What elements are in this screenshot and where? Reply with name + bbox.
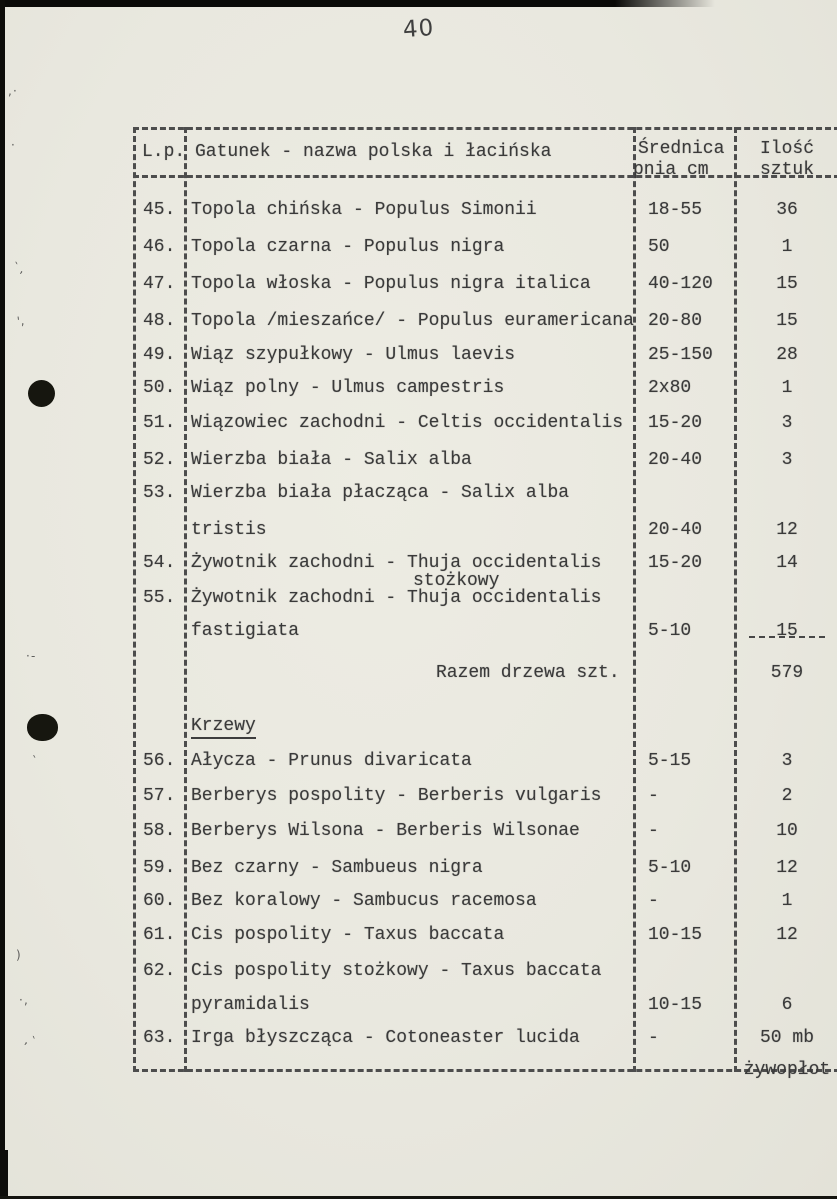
- quantity-value: 28: [776, 345, 798, 365]
- row-number: 55.: [143, 588, 176, 608]
- diameter-value: 15-20: [648, 553, 703, 573]
- diameter-value: 2x80: [648, 378, 692, 398]
- quantity-value: 12: [776, 925, 798, 945]
- quantity-value: 1: [781, 378, 793, 398]
- header-qty-line1: Ilość: [759, 139, 814, 159]
- ink-speck: · ,: [19, 993, 28, 1007]
- diameter-value: 10-15: [648, 925, 703, 945]
- species-name: Irga błyszcząca - Cotoneaster lucida: [191, 1028, 580, 1048]
- row-number: 58.: [143, 821, 176, 841]
- column-divider: [633, 127, 636, 1072]
- diameter-value: 5-15: [648, 751, 692, 771]
- species-name: Wiąz polny - Ulmus campestris: [191, 378, 505, 398]
- quantity-value: 3: [781, 413, 793, 433]
- quantity-value: 15: [776, 274, 798, 294]
- scan-edge-left: [0, 0, 5, 1199]
- diameter-value: 15-20: [648, 413, 703, 433]
- row-number: 59.: [143, 858, 176, 878]
- quantity-value: 1: [781, 237, 793, 257]
- header-separator: [133, 175, 837, 178]
- ink-speck: · -: [26, 649, 36, 663]
- inventory-table: [133, 127, 837, 1080]
- row-number: 62.: [143, 961, 176, 981]
- page-number: 40: [402, 14, 436, 44]
- species-name: Cis pospolity - Taxus baccata: [191, 925, 505, 945]
- scan-edge-left-bottom: [0, 1150, 8, 1199]
- species-name: Wierzba biała - Salix alba: [191, 450, 472, 470]
- ink-speck: ',: [16, 313, 26, 329]
- species-name-line2: pyramidalis: [191, 995, 310, 1015]
- row-number: 45.: [143, 200, 176, 220]
- species-name: Bez czarny - Sambueus nigra: [191, 858, 483, 878]
- row-number: 57.: [143, 786, 176, 806]
- ink-speck: ` ,: [11, 260, 26, 276]
- quantity-value: 3: [781, 751, 793, 771]
- quantity-underline: [749, 636, 825, 638]
- row-number: 51.: [143, 413, 176, 433]
- diameter-value: -: [648, 1028, 659, 1048]
- species-name: Bez koralowy - Sambucus racemosa: [191, 891, 537, 911]
- ink-speck: ·: [11, 138, 15, 152]
- species-name: Topola włoska - Populus nigra italica: [191, 274, 591, 294]
- row-number: 53.: [143, 483, 176, 503]
- diameter-value: 50: [648, 237, 670, 257]
- species-name: Cis pospolity stożkowy - Taxus baccata: [191, 961, 602, 981]
- diameter-value: -: [648, 786, 659, 806]
- diameter-value: 20-40: [648, 450, 703, 470]
- diameter-value: 20-80: [648, 311, 703, 331]
- row-number: 47.: [143, 274, 176, 294]
- punch-hole: [27, 714, 58, 741]
- summary-value: 579: [770, 663, 804, 683]
- header-qty-line2: sztuk: [759, 160, 814, 180]
- ink-speck: , ·: [8, 84, 17, 98]
- punch-hole: [28, 380, 55, 407]
- quantity-value: 12: [776, 520, 798, 540]
- species-name: Wiąz szypułkowy - Ulmus laevis: [191, 345, 516, 365]
- species-name: Żywotnik zachodni - Thuja occidentalis: [191, 588, 602, 608]
- row-number: 46.: [143, 237, 176, 257]
- species-name: Berberys pospolity - Berberis vulgaris: [191, 786, 602, 806]
- row-number: 48.: [143, 311, 176, 331]
- diameter-value: 5-10: [648, 858, 692, 878]
- header-lp: L.p.: [142, 142, 186, 162]
- quantity-value: 12: [776, 858, 798, 878]
- diameter-value: 20-40: [648, 520, 703, 540]
- ink-speck: , `: [23, 1032, 38, 1050]
- row-number: 49.: [143, 345, 176, 365]
- diameter-value: 10-15: [648, 995, 703, 1015]
- column-divider: [184, 127, 187, 1072]
- diameter-value: 5-10: [648, 621, 692, 641]
- summary-label: Razem drzewa szt.: [436, 663, 620, 683]
- species-name: Wiązowiec zachodni - Celtis occidentalis: [191, 413, 624, 433]
- row-number: 63.: [143, 1028, 176, 1048]
- quantity-value: 6: [781, 995, 793, 1015]
- quantity-value: 10: [776, 821, 798, 841]
- species-name: Wierzba biała płacząca - Salix alba: [191, 483, 570, 503]
- diameter-value: 40-120: [648, 274, 713, 294]
- species-name: Berberys Wilsona - Berberis Wilsonae: [191, 821, 580, 841]
- species-name: Topola /mieszańce/ - Populus euramericana: [191, 311, 634, 331]
- quantity-value: 2: [781, 786, 793, 806]
- row-number: 52.: [143, 450, 176, 470]
- species-name: Ałycza - Prunus divaricata: [191, 751, 472, 771]
- diameter-value: -: [648, 891, 659, 911]
- scan-edge-top: [0, 0, 715, 7]
- species-name: Topola czarna - Populus nigra: [191, 237, 505, 257]
- species-name: Topola chińska - Populus Simonii: [191, 200, 537, 220]
- quantity-value: 15: [776, 621, 798, 641]
- diameter-value: 25-150: [648, 345, 713, 365]
- section-header-krzewy: Krzewy: [191, 716, 256, 739]
- diameter-value: 18-55: [648, 200, 703, 220]
- quantity-value: 3: [781, 450, 793, 470]
- row-number: 60.: [143, 891, 176, 911]
- species-name-line2: fastigiata: [191, 621, 300, 641]
- row-number: 56.: [143, 751, 176, 771]
- ink-speck: `: [29, 753, 39, 769]
- header-diameter-line2: pnia cm: [633, 160, 709, 180]
- quantity-value: 14: [776, 553, 798, 573]
- quantity-value: 1: [781, 891, 793, 911]
- species-name: Żywotnik zachodni - Thuja occidentalis: [191, 553, 602, 573]
- header-species: Gatunek - nazwa polska i łacińska: [195, 142, 552, 162]
- header-diameter-line1: Średnica: [638, 139, 725, 159]
- row-number: 54.: [143, 553, 176, 573]
- quantity-value: 50 mb: [759, 1028, 814, 1048]
- quantity-unit-line2: żywopłot: [743, 1060, 831, 1080]
- quantity-value: 36: [776, 200, 798, 220]
- species-name-line2: stożkowy: [413, 571, 500, 591]
- species-name-line2: tristis: [191, 520, 267, 540]
- quantity-value: 15: [776, 311, 798, 331]
- diameter-value: -: [648, 821, 659, 841]
- ink-speck: ): [16, 948, 21, 962]
- row-number: 61.: [143, 925, 176, 945]
- row-number: 50.: [143, 378, 176, 398]
